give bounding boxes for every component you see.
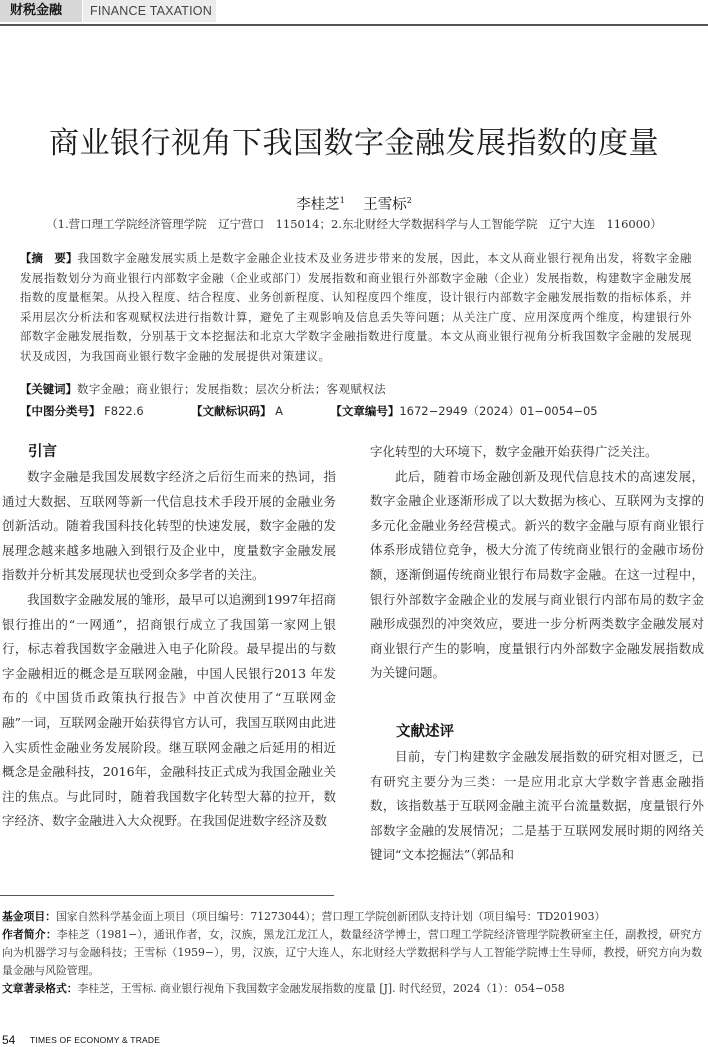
citation-label: 文章著录格式：	[2, 982, 78, 995]
doc-code-value: A	[275, 404, 284, 418]
section-label-en: FINANCE TAXATION	[83, 0, 216, 22]
keywords-label: 【关键词】	[20, 382, 77, 396]
author-affil-mark: 2	[406, 196, 412, 206]
section-label-cn: 财税金融	[0, 0, 82, 22]
journal-name: TIMES OF ECONOMY & TRADE	[30, 1035, 161, 1045]
footnote-citation	[2, 980, 702, 998]
article-number-label: 【文章编号】	[330, 404, 400, 418]
paragraph: 字化转型的大环境下，数字金融开始获得广泛关注。	[370, 444, 658, 459]
fund-label: 基金项目：	[2, 910, 56, 923]
classification-line	[20, 402, 692, 421]
bio-label: 作者简介：	[2, 928, 57, 941]
footnote-divider	[0, 895, 334, 896]
footnote-bio	[2, 926, 702, 980]
section-heading-review: 文献述评	[396, 723, 454, 740]
paragraph: 此后，随着市场金融创新及现代信息技术的高速发展，数字金融企业逐渐形成了以大数据为核心、互联网为支撑的多元化金融业务经营模式。新兴的数字金融与原有商业银行体系形成错位竞争，极大分流了传统商业银行的金融市场份额，逐渐倒逼传统商业银行布局数字金融。在这一过程中，银行外部数字金融企业的发展与商业银行内部布局的数字金融形成强烈的冲突效应，要进一步分析两类数字金融发展对商业银行产生的影响，度量银行内外部数字金融发展指数成为关键问题。	[370, 468, 704, 681]
abstract	[20, 249, 692, 366]
abstract-label: 【摘 要】	[20, 251, 78, 265]
keywords-text: 数字金融；商业银行；发展指数；层次分析法；客观赋权法	[76, 382, 387, 396]
author-affil-mark: 1	[339, 196, 345, 206]
paragraph: 数字金融是我国发展数字经济之后衍生而来的热词，指通过大数据、互联网等新一代信息技术手段开展的金融业务创新活动。随着我国科技化转型的快速发展，数字金融的发展理念越来越多地融入到银行及企业中，度量数字金融发展指数并分析其发展现状也受到众多学者的关注。	[2, 469, 336, 583]
affiliation: （1.营口理工学院经济管理学院 辽宁营口 115014；2.东北财经大学数据科学与人工智能学院 辽宁大连 116000）	[46, 217, 662, 231]
paragraph: 我国数字金融发展的雏形，最早可以追溯到1997年招商银行推出的“一网通”，招商银行成立了我国第一家网上银行，标志着我国数字金融进入电子化阶段。最早提出的与数字金融相近的概念是互联网金融，中国人民银行2013 年发布的《中国货币政策执行报告》中首次使用了“互联网金融”一词，互联网金融开始获得官方认可，我国互联网由此进入实质性金融业务发展阶段。继互联网金融之后延用的相近概念是金融科技，2016年，金融科技正式成为我国金融业关注的焦点。与此同时，随着我国数字化转型大幕的拉开，数字经济、数字金融进入大众视野。在我国促进数字经济及数	[2, 591, 336, 829]
left-column	[2, 440, 336, 834]
header-divider	[0, 24, 708, 26]
abstract-text: 我国数字金融发展实质上是数字金融企业技术及业务进步带来的发展，因此，本文从商业银行视角出发，将数字金融发展指数划分为商业银行内部数字金融（企业或部门）发展指数和商业银行外部数字金融（企业）发展指数，构建数字金融发展指数的度量框架。从投入程度、结合程度、业务创新程度、认知程度四个维度，设计银行内部数字金融发展指数的指标体系，并采用层次分析法和客观赋权法进行指数计算，避免了主观影响及信息丢失等问题；从关注广度、应用深度两个维度，构建银行外部数字金融发展指数，分别基于文本挖掘法和北京大学数字金融指数进行度量。本文从商业银行视角分析我国数字金融的发展现状及成因，为我国商业银行数字金融的发展提供对策建议。	[20, 251, 692, 363]
article-title: 商业银行视角下我国数字金融发展指数的度量	[49, 126, 659, 161]
footnote-fund	[2, 908, 702, 926]
keywords	[20, 380, 692, 399]
fund-text: 国家自然科学基金面上项目（项目编号：71273044）；营口理工学院创新团队支持计划（项目编号：TD201903）	[55, 910, 606, 923]
section-heading-intro: 引言	[28, 444, 57, 460]
author-line	[0, 193, 708, 214]
page-number: 54	[2, 1033, 16, 1047]
doc-code-label: 【文献标识码】	[191, 404, 272, 418]
author-name: 王雪标	[363, 197, 407, 213]
footnotes	[2, 908, 702, 998]
clc-value: F822.6	[104, 404, 144, 418]
bio-text: 李桂芝（1981−），通讯作者，女，汉族，黑龙江龙江人，数量经济学博士，营口理工学院经济管理学院教研室主任，副教授，研究方向为机器学习与金融科技；王雪标（1959−），男，汉族，辽宁大连人，东北财经大学数据科学与人工智能学院博士生导师，教授，研究方向为数量金融与风险管理。	[2, 928, 702, 977]
paragraph: 目前，专门构建数字金融发展指数的研究相对匮乏，已有研究主要分为三类：一是应用北京大学数字普惠金融指数，该指数基于互联网金融主流平台流量数据，度量银行外部数字金融的发展情况；二是基于互联网发展时期的网络关键词“文本挖掘法”（郭品和	[370, 748, 704, 863]
author-name: 李桂芝	[296, 197, 340, 213]
right-column	[370, 440, 704, 868]
citation-text: 李桂芝，王雪标. 商业银行视角下我国数字金融发展指数的度量 [J]. 时代经贸，2024（1）：054−058	[77, 982, 565, 995]
article-number-value: 1672−2949（2024）01−0054−05	[399, 404, 598, 418]
clc-label: 【中图分类号】	[20, 404, 101, 418]
